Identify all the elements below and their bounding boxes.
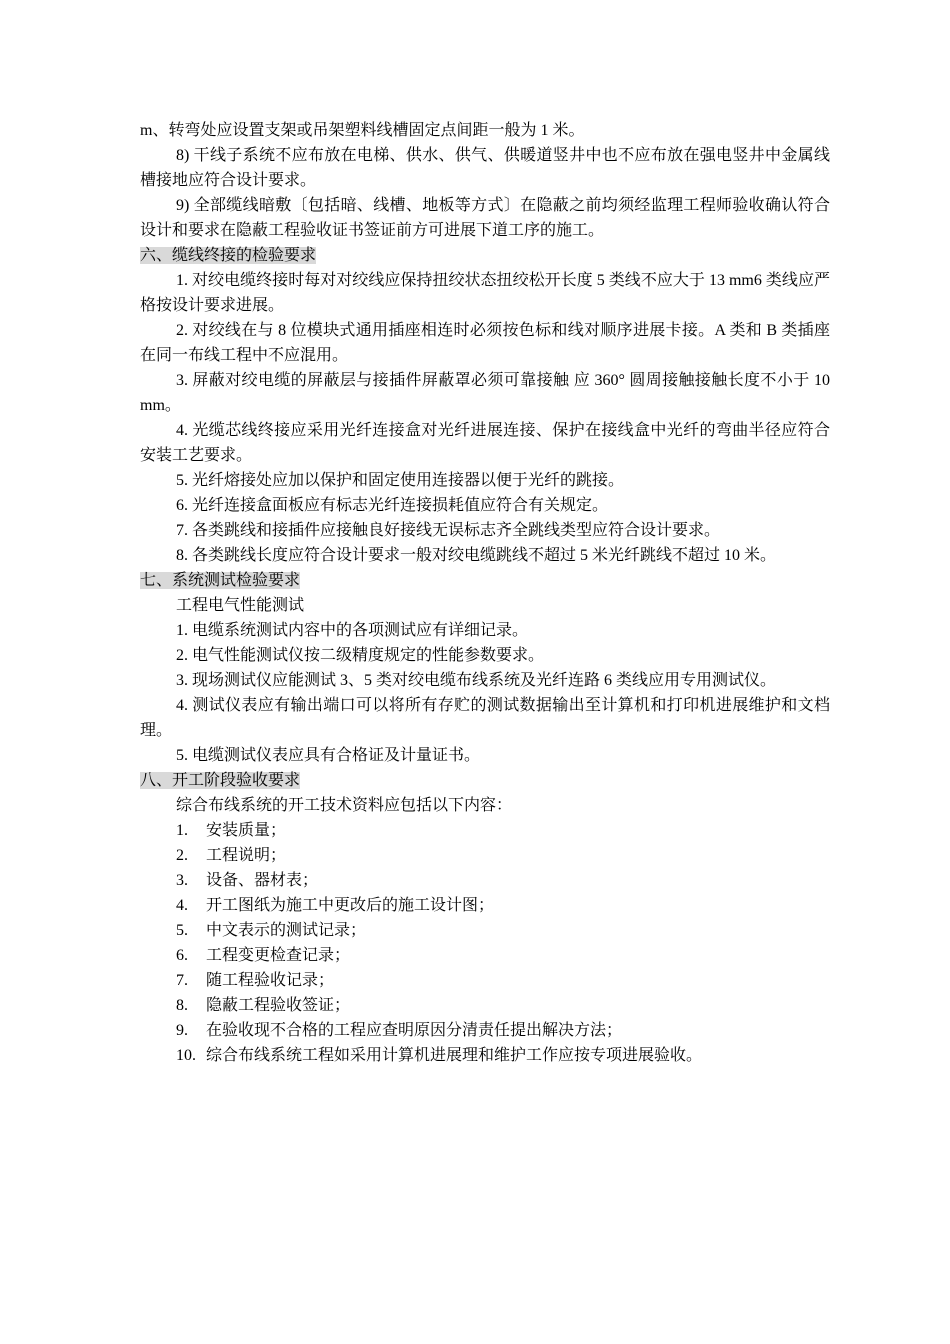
list-item: 4. 开工图纸为施工中更改后的施工设计图； xyxy=(176,897,495,914)
list-item: 3. 屏蔽对绞电缆的屏蔽层与接插件屏蔽罩必须可靠接触 应 360° 圆周接触接触长度不小于 10 mm。 xyxy=(140,372,830,414)
sub-heading: 工程电气性能测试 xyxy=(176,597,305,614)
list-item: 3. 设备、器材表； xyxy=(176,872,319,889)
list-item: 2. 电气性能测试仪按二级精度规定的性能参数要求。 xyxy=(176,647,545,664)
list-item: 2. 工程说明； xyxy=(176,847,287,864)
section-heading: 七、系统测试检验要求 xyxy=(140,572,301,589)
list-item: 6. 光纤连接盒面板应有标志光纤连接损耗值应符合有关规定。 xyxy=(176,497,609,514)
section-heading: 六、缆线终接的检验要求 xyxy=(140,247,317,264)
paragraph: 9) 全部缆线暗敷〔包括暗、线槽、地板等方式〕在隐蔽之前均须经监理工程师验收确认符合设计和要求在隐蔽工程验收证书签证前方可进展下道工序的施工。 xyxy=(140,197,830,239)
list-item: 8. 各类跳线长度应符合设计要求一般对绞电缆跳线不超过 5 米光纤跳线不超过 10 米。 xyxy=(176,547,777,564)
list-item: 5. 中文表示的测试记录； xyxy=(176,922,367,939)
paragraph: 8) 干线子系统不应布放在电梯、供水、供气、供暖道竖井中也不应布放在强电竖井中金属线槽接地应符合设计要求。 xyxy=(140,147,830,189)
list-item: 7. 随工程验收记录； xyxy=(176,972,335,989)
list-item: 3. 现场测试仪应能测试 3、5 类对绞电缆布线系统及光纤连路 6 类线应用专用测试仪。 xyxy=(176,672,777,689)
list-item: 4. 测试仪表应有输出端口可以将所有存贮的测试数据输出至计算机和打印机进展维护和文档理。 xyxy=(140,697,830,739)
list-item: 1. 电缆系统测试内容中的各项测试应有详细记录。 xyxy=(176,622,529,639)
paragraph: m、转弯处应设置支架或吊架塑料线槽固定点间距一般为 1 米。 xyxy=(140,122,585,139)
list-item: 2. 对绞线在与 8 位模块式通用插座相连时必须按色标和线对顺序进展卡接。A 类和 B 类插座在同一布线工程中不应混用。 xyxy=(140,322,830,364)
list-item: 4. 光缆芯线终接应采用光纤连接盒对光纤进展连接、保护在接线盒中光纤的弯曲半径应符合安装工艺要求。 xyxy=(140,422,830,464)
list-item: 9. 在验收现不合格的工程应查明原因分清责任提出解决方法； xyxy=(176,1022,623,1039)
sub-heading: 综合布线系统的开工技术资料应包括以下内容： xyxy=(176,797,513,814)
document-page xyxy=(140,118,830,1068)
list-item: 1. 安装质量； xyxy=(176,822,287,839)
list-item: 7. 各类跳线和接插件应接触良好接线无误标志齐全跳线类型应符合设计要求。 xyxy=(176,522,721,539)
list-item: 5. 电缆测试仪表应具有合格证及计量证书。 xyxy=(176,747,481,764)
list-item: 6. 工程变更检查记录； xyxy=(176,947,351,964)
list-item: 10. 综合布线系统工程如采用计算机进展理和维护工作应按专项进展验收。 xyxy=(176,1047,703,1064)
list-item: 5. 光纤熔接处应加以保护和固定使用连接器以便于光纤的跳接。 xyxy=(176,472,625,489)
list-item: 8. 隐蔽工程验收签证； xyxy=(176,997,351,1014)
list-item: 1. 对绞电缆终接时每对对绞线应保持扭绞状态扭绞松开长度 5 类线不应大于 13 mm6 类线应严格按设计要求进展。 xyxy=(140,272,830,314)
section-heading: 八、开工阶段验收要求 xyxy=(140,772,301,789)
